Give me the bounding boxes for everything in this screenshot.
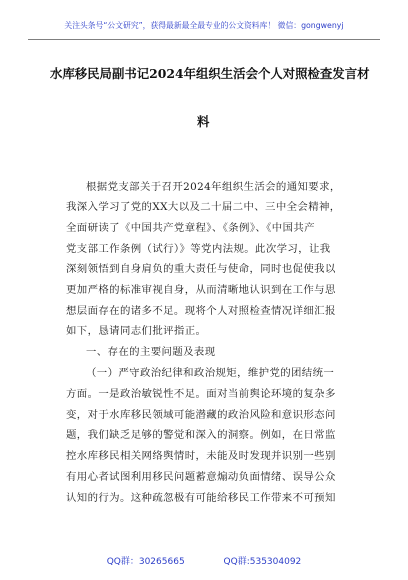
body-line-16: 认知的行为。这种疏忽极有可能给移民工作带来不可预知 — [66, 492, 336, 504]
body-line-8: 如下，恳请同志们批评指正。 — [66, 325, 207, 337]
body-line-14: 控水库移民相关网络舆情时，未能及时发现并识别一些别 — [66, 450, 336, 462]
body-line-4: 党支部工作条例（试行）》等党内法规。此次学习，让我 — [66, 243, 331, 255]
body-line-10: （一）严守政治纪律和政治规矩，维护党的团结统一 — [86, 367, 335, 379]
body-line-2: 我深入学习了党的XX大以及二十届二中、三中全会精神， — [66, 201, 341, 213]
body-line-7: 想层面存在的诸多不足。现将个人对照检查情况详细汇报 — [66, 305, 336, 317]
document-title-line-2: 料 — [197, 114, 210, 129]
section-heading: 一、存在的主要问题及表现 — [86, 346, 216, 358]
body-line-13: 题，我们缺乏足够的警觉和深入的洞察。例如，在日常监 — [66, 429, 336, 441]
footer — [0, 554, 408, 567]
header-banner: 关注头条号“公文研究”，获得最新最全最专业的公文资料库！ 微信：gongwenyj — [64, 21, 344, 30]
body-line-6: 更加严格的标准审视自身，从而清晰地认识到在工作与思 — [66, 284, 336, 296]
body-line-1: 根据党支部关于召开2024年组织生活会的通知要求， — [86, 181, 341, 193]
body-line-3: 全面研读了《中国共产党章程》、《条例》、《中国共产 — [66, 222, 315, 234]
body-line-5: 深刻领悟到自身肩负的重大责任与使命，同时也促使我以 — [66, 263, 336, 275]
body-line-15: 有用心者试图利用移民问题蓄意煽动负面情绪、误导公众 — [66, 471, 336, 483]
footer-qq-group-1: QQ群：30265665 — [106, 557, 185, 567]
document-title-line-1: 水库移民局副书记2024年组织生活会个人对照检查发言材 — [50, 66, 370, 81]
body-line-12: 变，对于水库移民领域可能潜藏的政治风险和意识形态问 — [66, 409, 336, 421]
header-divider — [28, 39, 380, 40]
footer-qq-group-2: QQ群:535304092 — [223, 557, 302, 567]
body-line-11: 方面。一是政治敏锐性不足。面对当前舆论环境的复杂多 — [66, 388, 336, 400]
